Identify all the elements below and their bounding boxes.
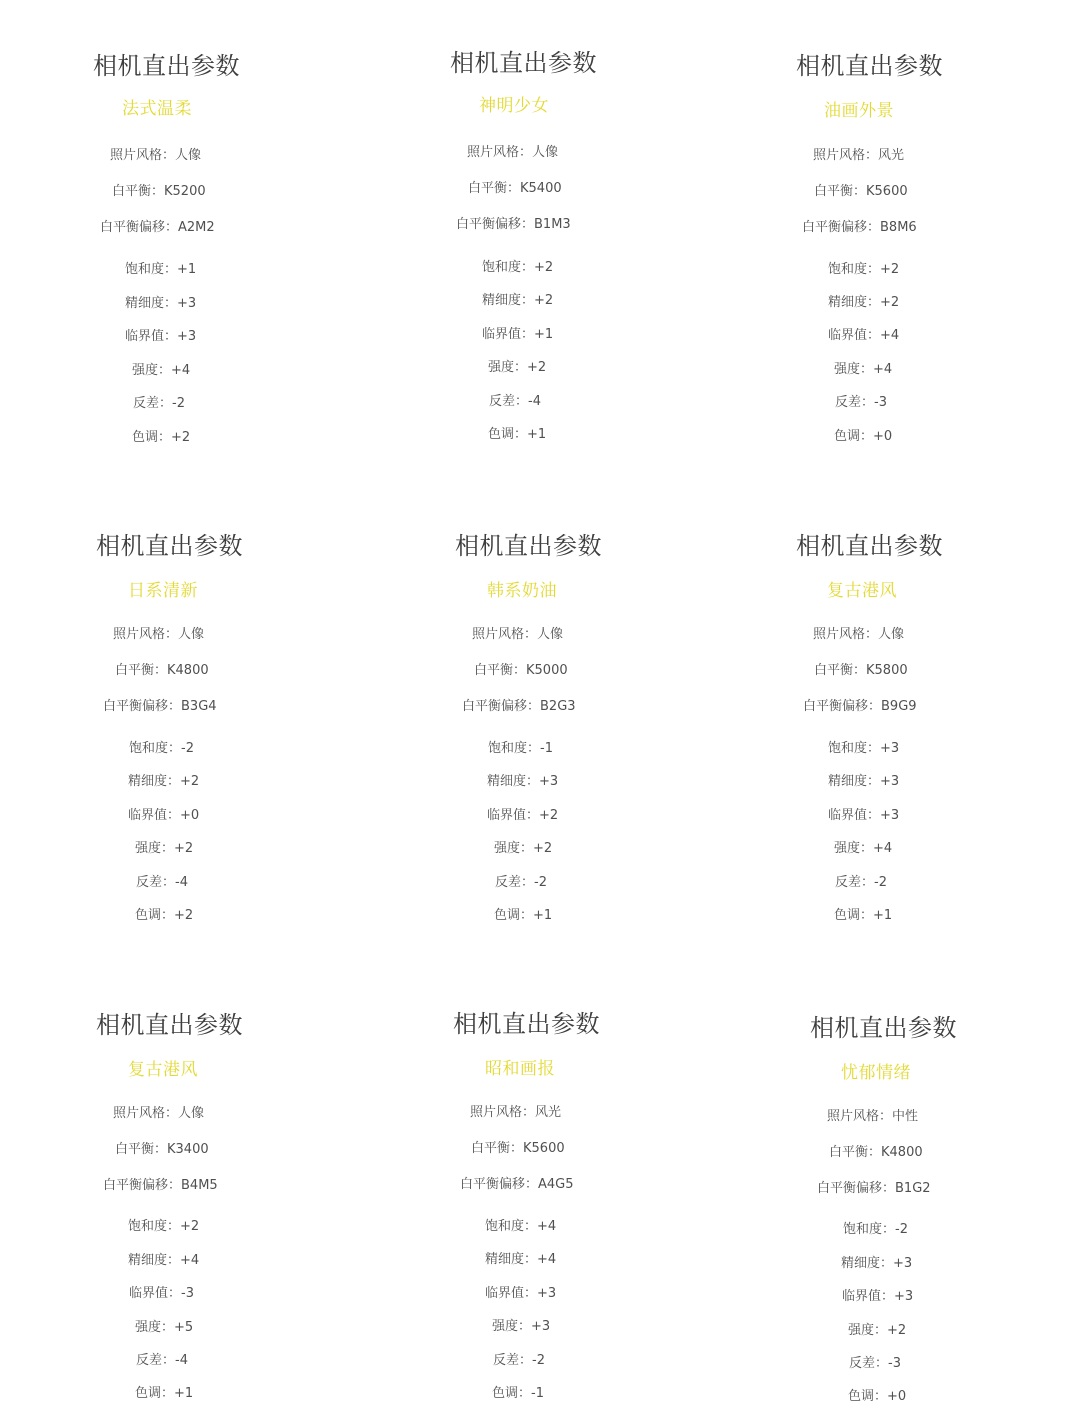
param-sharpness: 精细度：+2: [482, 293, 554, 308]
param-contrast: 反差：-4: [136, 875, 188, 890]
param-threshold: 临界值：+2: [487, 808, 559, 823]
param-contrast: 反差：-2: [493, 1353, 545, 1368]
param-photo-style: 照片风格：人像: [113, 627, 205, 642]
param-contrast: 反差：-2: [835, 875, 887, 890]
param-white-balance: 白平衡：K5600: [471, 1141, 565, 1156]
param-wb-shift: 白平衡偏移：B3G4: [103, 699, 217, 714]
card-subtitle: 韩系奶油: [487, 581, 557, 601]
param-tone: 色调：+0: [834, 429, 893, 444]
param-sharpness: 精细度：+3: [841, 1256, 913, 1271]
param-white-balance: 白平衡：K3400: [115, 1142, 209, 1157]
param-wb-shift: 白平衡偏移：A4G5: [460, 1177, 574, 1192]
param-strength: 强度：+5: [135, 1320, 194, 1335]
param-threshold: 临界值：+4: [828, 328, 900, 343]
param-photo-style: 照片风格：人像: [472, 627, 564, 642]
param-saturation: 饱和度：-2: [129, 741, 194, 756]
param-sharpness: 精细度：+2: [128, 774, 200, 789]
param-strength: 强度：+4: [834, 841, 893, 856]
param-white-balance: 白平衡：K5400: [468, 181, 562, 196]
card-subtitle: 日系清新: [128, 581, 198, 601]
param-strength: 强度：+2: [848, 1323, 907, 1338]
param-photo-style: 照片风格：人像: [813, 627, 905, 642]
param-sharpness: 精细度：+4: [128, 1253, 200, 1268]
param-strength: 强度：+4: [132, 363, 191, 378]
param-tone: 色调：+1: [834, 908, 893, 923]
card-subtitle: 忧郁情绪: [841, 1063, 911, 1083]
param-sharpness: 精细度：+3: [487, 774, 559, 789]
param-threshold: 临界值：+1: [482, 327, 554, 342]
param-photo-style: 照片风格：人像: [110, 148, 202, 163]
param-white-balance: 白平衡：K5800: [814, 663, 908, 678]
card-subtitle: 复古港风: [827, 581, 897, 601]
param-tone: 色调：+1: [494, 908, 553, 923]
param-photo-style: 照片风格：人像: [113, 1106, 205, 1121]
card-subtitle: 法式温柔: [122, 99, 192, 119]
param-photo-style: 照片风格：人像: [467, 145, 559, 160]
param-wb-shift: 白平衡偏移：B2G3: [462, 699, 576, 714]
param-contrast: 反差：-2: [133, 396, 185, 411]
param-threshold: 临界值：+3: [828, 808, 900, 823]
param-threshold: 临界值：+3: [842, 1289, 914, 1304]
param-wb-shift: 白平衡偏移：B4M5: [103, 1178, 218, 1193]
param-wb-shift: 白平衡偏移：A2M2: [100, 220, 215, 235]
param-strength: 强度：+3: [492, 1319, 551, 1334]
param-saturation: 饱和度：-2: [843, 1222, 908, 1237]
param-strength: 强度：+4: [834, 362, 893, 377]
param-photo-style: 照片风格：风光: [470, 1105, 562, 1120]
card-subtitle: 油画外景: [824, 101, 894, 121]
param-sharpness: 精细度：+3: [125, 296, 197, 311]
param-white-balance: 白平衡：K4800: [115, 663, 209, 678]
param-wb-shift: 白平衡偏移：B9G9: [803, 699, 917, 714]
card-title: 相机直出参数: [810, 1014, 957, 1042]
param-tone: 色调：+2: [132, 430, 191, 445]
param-wb-shift: 白平衡偏移：B8M6: [802, 220, 917, 235]
param-contrast: 反差：-2: [495, 875, 547, 890]
card-title: 相机直出参数: [796, 532, 943, 560]
card-title: 相机直出参数: [796, 52, 943, 80]
param-tone: 色调：+1: [488, 427, 547, 442]
card-title: 相机直出参数: [93, 52, 240, 80]
param-saturation: 饱和度：+3: [828, 741, 900, 756]
param-strength: 强度：+2: [135, 841, 194, 856]
card-title: 相机直出参数: [96, 1011, 243, 1039]
param-contrast: 反差：-3: [835, 395, 887, 410]
param-sharpness: 精细度：+4: [485, 1252, 557, 1267]
param-tone: 色调：-1: [492, 1386, 544, 1401]
param-tone: 色调：+2: [135, 908, 194, 923]
param-photo-style: 照片风格：风光: [813, 148, 905, 163]
param-saturation: 饱和度：+2: [828, 262, 900, 277]
param-contrast: 反差：-4: [136, 1353, 188, 1368]
card-subtitle: 昭和画报: [485, 1059, 555, 1079]
param-saturation: 饱和度：+4: [485, 1219, 557, 1234]
param-white-balance: 白平衡：K5200: [112, 184, 206, 199]
param-wb-shift: 白平衡偏移：B1M3: [456, 217, 571, 232]
card-subtitle: 复古港风: [128, 1060, 198, 1080]
param-saturation: 饱和度：+2: [482, 260, 554, 275]
param-threshold: 临界值：+0: [128, 808, 200, 823]
param-white-balance: 白平衡：K5000: [474, 663, 568, 678]
param-strength: 强度：+2: [488, 360, 547, 375]
param-contrast: 反差：-4: [489, 394, 541, 409]
param-threshold: 临界值：+3: [125, 329, 197, 344]
param-threshold: 临界值：+3: [485, 1286, 557, 1301]
param-white-balance: 白平衡：K5600: [814, 184, 908, 199]
param-tone: 色调：+1: [135, 1386, 194, 1401]
param-saturation: 饱和度：+1: [125, 262, 197, 277]
card-title: 相机直出参数: [453, 1010, 600, 1038]
param-photo-style: 照片风格：中性: [827, 1109, 919, 1124]
param-threshold: 临界值：-3: [129, 1286, 194, 1301]
param-sharpness: 精细度：+3: [828, 774, 900, 789]
param-saturation: 饱和度：+2: [128, 1219, 200, 1234]
param-sharpness: 精细度：+2: [828, 295, 900, 310]
card-title: 相机直出参数: [455, 532, 602, 560]
param-tone: 色调：+0: [848, 1389, 907, 1404]
card-title: 相机直出参数: [450, 49, 597, 77]
param-contrast: 反差：-3: [849, 1356, 901, 1371]
param-saturation: 饱和度：-1: [488, 741, 553, 756]
param-strength: 强度：+2: [494, 841, 553, 856]
card-subtitle: 神明少女: [479, 96, 549, 116]
card-title: 相机直出参数: [96, 532, 243, 560]
param-wb-shift: 白平衡偏移：B1G2: [817, 1181, 931, 1196]
param-white-balance: 白平衡：K4800: [829, 1145, 923, 1160]
